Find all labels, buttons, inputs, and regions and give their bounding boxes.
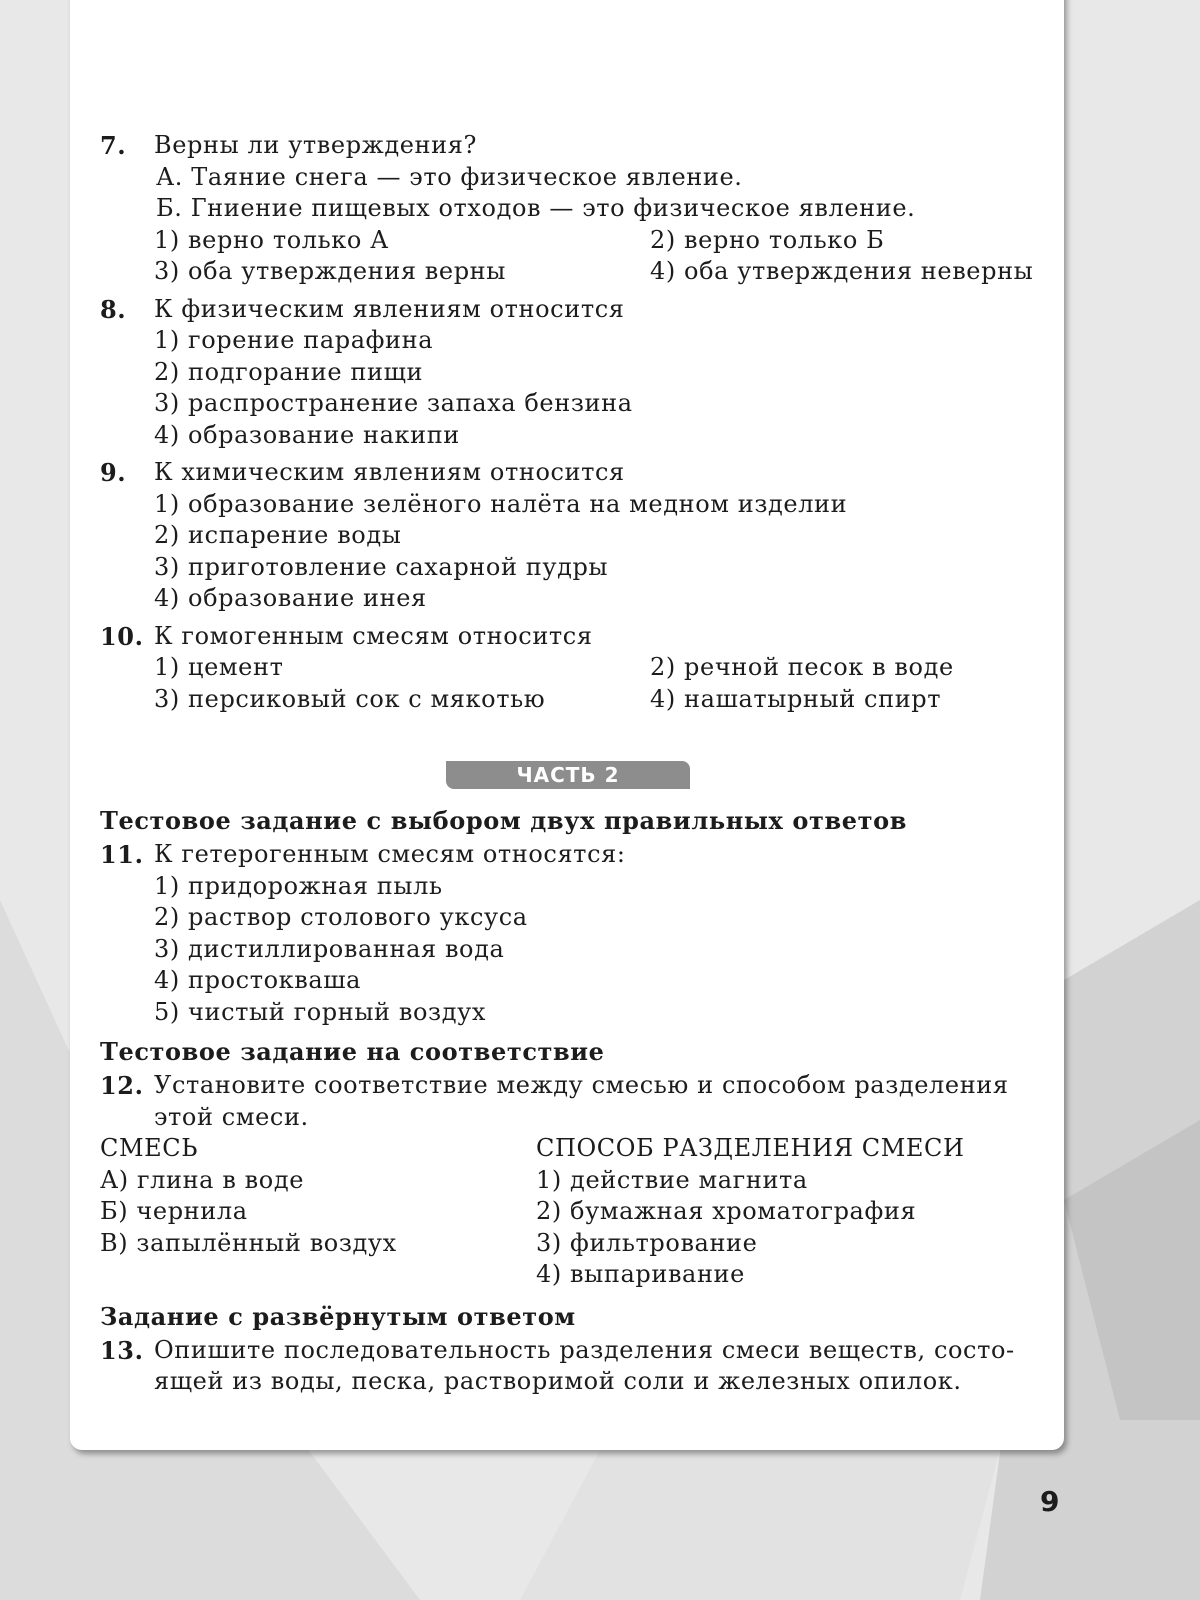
page-number: 9 xyxy=(1040,1485,1060,1518)
answer-option[interactable]: 4) образование инея xyxy=(154,584,427,612)
method-item: 2) бумажная хроматография xyxy=(536,1197,917,1225)
mixture-item: Б) чернила xyxy=(100,1197,248,1225)
answer-option[interactable]: 4) образование накипи xyxy=(154,420,460,449)
answer-option[interactable]: 3) оба утверждения верны xyxy=(154,257,506,285)
question-text: Верны ли утверждения? xyxy=(154,131,477,159)
column-header: СМЕСЬ xyxy=(100,1134,198,1162)
question-number: 12. xyxy=(100,1071,144,1100)
question-number: 9. xyxy=(100,458,127,487)
question-9 xyxy=(100,457,1040,615)
answer-option[interactable]: 3) персиковый сок с мякотью xyxy=(154,684,546,713)
part-2-badge: ЧАСТЬ 2 xyxy=(446,761,690,789)
question-text: ящей из воды, песка, растворимой соли и железных опилок. xyxy=(154,1367,962,1395)
answer-option[interactable]: 1) образование зелёного налёта на медном изделии xyxy=(154,489,848,518)
answer-option[interactable]: 2) верно только Б xyxy=(650,225,885,254)
answer-option[interactable]: 3) дистиллированная вода xyxy=(154,934,505,963)
statement-a: А. Таяние снега — это физическое явление. xyxy=(156,162,743,191)
answer-option[interactable]: 2) раствор столового уксуса xyxy=(154,903,528,931)
answer-option[interactable]: 1) горение парафина xyxy=(154,326,434,354)
answer-option[interactable]: 1) цемент xyxy=(154,653,284,681)
section-title-two-answers: Тестовое задание с выбором двух правильных ответов xyxy=(100,806,907,835)
question-text: К гетерогенным смесям относятся: xyxy=(154,840,626,868)
question-text: Установите соответствие между смесью и способом разделения xyxy=(154,1071,1009,1099)
method-column xyxy=(536,1133,1040,1291)
column-header: СПОСОБ РАЗДЕЛЕНИЯ СМЕСИ xyxy=(536,1134,965,1162)
question-text: К химическим явлениям относится xyxy=(154,458,625,486)
answer-option[interactable]: 5) чистый горный воздух xyxy=(154,997,486,1026)
method-item: 1) действие магнита xyxy=(536,1165,808,1194)
question-13 xyxy=(100,1335,1040,1398)
question-11 xyxy=(100,839,1040,1028)
question-number: 7. xyxy=(100,131,127,160)
answer-option[interactable]: 2) подгорание пищи xyxy=(154,357,424,386)
answer-option[interactable]: 1) верно только А xyxy=(154,225,389,254)
section-title-extended-answer: Задание с развёрнутым ответом xyxy=(100,1301,576,1331)
question-10 xyxy=(100,621,1040,716)
answer-option[interactable]: 3) приготовление сахарной пудры xyxy=(154,552,609,581)
method-item: 4) выпаривание xyxy=(536,1260,745,1288)
answer-option[interactable]: 2) испарение воды xyxy=(154,521,402,549)
question-number: 10. xyxy=(100,621,144,651)
answer-option[interactable]: 4) простокваша xyxy=(154,966,362,994)
question-text: этой смеси. xyxy=(154,1102,309,1131)
mixture-item: В) запылённый воздух xyxy=(100,1228,397,1257)
question-7 xyxy=(100,130,1040,288)
question-8 xyxy=(100,294,1040,452)
question-number: 11. xyxy=(100,840,144,869)
answer-option[interactable]: 2) речной песок в воде xyxy=(650,653,954,681)
answer-option[interactable]: 1) придорожная пыль xyxy=(154,871,443,900)
answer-options xyxy=(154,225,1040,288)
question-number: 8. xyxy=(100,294,127,324)
statement-b: Б. Гниение пищевых отходов — это физическое явление. xyxy=(156,194,916,222)
answer-option[interactable]: 3) распространение запаха бензина xyxy=(154,389,633,417)
section-title-matching: Тестовое задание на соответствие xyxy=(100,1037,605,1066)
matching-table xyxy=(100,1133,1040,1291)
answer-options xyxy=(154,652,1040,715)
question-text: К физическим явлениям относится xyxy=(154,294,625,323)
question-number: 13. xyxy=(100,1335,144,1365)
mixture-column xyxy=(100,1133,536,1291)
question-text: Опишите последовательность разделения смеси веществ, состо- xyxy=(154,1335,1015,1364)
method-item: 3) фильтрование xyxy=(536,1228,758,1257)
worksheet-content xyxy=(100,130,1040,1404)
answer-option[interactable]: 4) нашатырный спирт xyxy=(650,684,942,713)
mixture-item: А) глина в воде xyxy=(100,1165,304,1194)
part-2-header xyxy=(100,761,1040,791)
answer-option[interactable]: 4) оба утверждения неверны xyxy=(650,257,1034,285)
question-text: К гомогенным смесям относится xyxy=(154,621,593,650)
question-12 xyxy=(100,1070,1040,1133)
